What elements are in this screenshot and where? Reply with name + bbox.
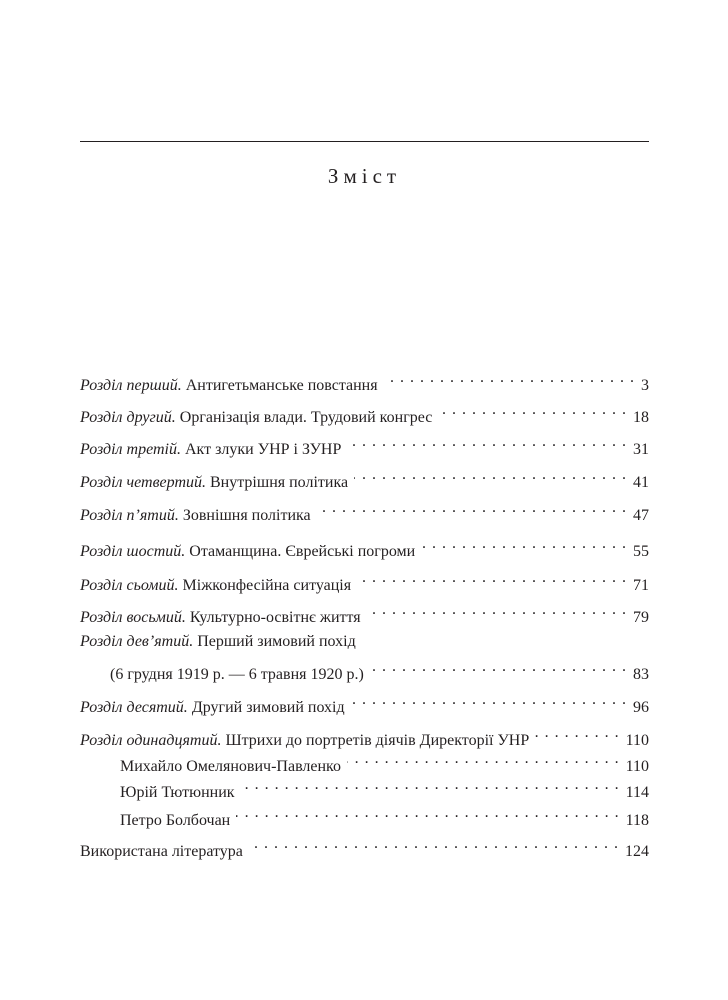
page-title: Зміст [327, 164, 402, 188]
dot-leader [421, 532, 627, 556]
subentry-title: Петро Болбочан [120, 812, 231, 829]
toc-entry-3[interactable] [80, 430, 649, 458]
toc-entry-4[interactable] [80, 463, 649, 491]
toc-entry-8[interactable] [80, 598, 649, 626]
toc-entry-label [80, 471, 348, 495]
toc-entry-label [80, 696, 345, 720]
toc-entry-11[interactable] [80, 721, 649, 749]
page-number: 3 [641, 377, 649, 394]
toc-entry-literature[interactable] [80, 832, 649, 860]
toc-subentry-2[interactable] [120, 773, 649, 801]
dot-leader [384, 366, 635, 390]
chapter-number: Розділ четвертий. [80, 474, 206, 491]
subentry-title: Юрій Тютюнник [120, 784, 235, 801]
chapter-title: Отаманщина. Єврейські погроми [189, 543, 416, 560]
chapter-number: Розділ третій. [80, 441, 181, 458]
chapter-title: Другий зимовий похід [191, 699, 345, 716]
page-number: 79 [633, 609, 649, 626]
dot-leader [357, 566, 627, 590]
dot-leader [347, 747, 620, 771]
toc-entry-label [80, 406, 432, 430]
toc-entry-label [80, 574, 351, 598]
chapter-number: Розділ дев’ятий. [80, 633, 194, 650]
chapter-title-continuation: (6 грудня 1919 р. — 6 травня 1920 р.) [110, 666, 364, 683]
toc-entry-6[interactable] [80, 532, 649, 560]
dot-leader [241, 773, 620, 797]
chapter-title: Перший зимовий похід [197, 633, 356, 650]
toc-entry-2[interactable] [80, 398, 649, 426]
page-number: 124 [625, 843, 649, 860]
toc-entry-label [80, 438, 341, 462]
page-number: 110 [625, 732, 649, 749]
chapter-title: Антигетьманське повстання [185, 377, 378, 394]
page-number: 55 [633, 543, 649, 560]
dot-leader [347, 430, 627, 454]
page-number: 114 [625, 784, 649, 801]
page-number: 118 [625, 812, 649, 829]
page-number: 18 [633, 409, 649, 426]
chapter-title: Внутрішня політика [210, 474, 349, 491]
toc-subentry-1[interactable] [120, 747, 649, 775]
page-number: 96 [633, 699, 649, 716]
dot-leader [351, 688, 627, 712]
page-number: 110 [625, 758, 649, 775]
literature-title: Використана література [80, 843, 243, 860]
dot-leader [317, 496, 627, 520]
toc-entry-10[interactable] [80, 688, 649, 716]
dot-leader [367, 598, 627, 622]
subentry-title: Михайло Омелянович-Павленко [120, 758, 342, 775]
chapter-title: Акт злуки УНР і ЗУНР [184, 441, 342, 458]
page-number: 41 [633, 474, 649, 491]
toc-entry-9-line-2[interactable] [110, 655, 649, 683]
toc-entry-label [80, 540, 415, 564]
dot-leader [249, 832, 619, 856]
page-number: 47 [633, 507, 649, 524]
chapter-title: Культурно-освітнє життя [189, 609, 361, 626]
dot-leader [236, 801, 619, 825]
chapter-title: Зовнішня політика [182, 507, 311, 524]
toc-entry-7[interactable] [80, 566, 649, 594]
top-rule [80, 141, 649, 142]
page-number: 71 [633, 577, 649, 594]
dot-leader [354, 463, 627, 487]
toc-entry-label [80, 374, 378, 398]
chapter-number: Розділ п’ятий. [80, 507, 179, 524]
toc-entry-label [80, 504, 311, 528]
chapter-number: Розділ шостий. [80, 543, 186, 560]
chapter-number: Розділ восьмий. [80, 609, 186, 626]
chapter-title: Організація влади. Трудовий конгрес [179, 409, 433, 426]
chapter-number: Розділ одинадцятий. [80, 732, 222, 749]
toc-entry-9-line-1[interactable] [80, 630, 649, 654]
dot-leader [370, 655, 627, 679]
toc-entry-label [80, 606, 361, 630]
chapter-number: Розділ другий. [80, 409, 176, 426]
chapter-number: Розділ десятий. [80, 699, 188, 716]
dot-leader [438, 398, 627, 422]
toc-subentry-3[interactable] [120, 801, 649, 829]
chapter-title: Міжконфесійна ситуація [182, 577, 352, 594]
chapter-number: Розділ перший. [80, 377, 182, 394]
chapter-title: Штрихи до портретів діячів Директорії УНР [225, 732, 530, 749]
toc-entry-5[interactable] [80, 496, 649, 524]
dot-leader [535, 721, 619, 745]
page-number: 31 [633, 441, 649, 458]
toc-entry-1[interactable] [80, 366, 649, 394]
page-number: 83 [633, 666, 649, 683]
chapter-number: Розділ сьомий. [80, 577, 179, 594]
